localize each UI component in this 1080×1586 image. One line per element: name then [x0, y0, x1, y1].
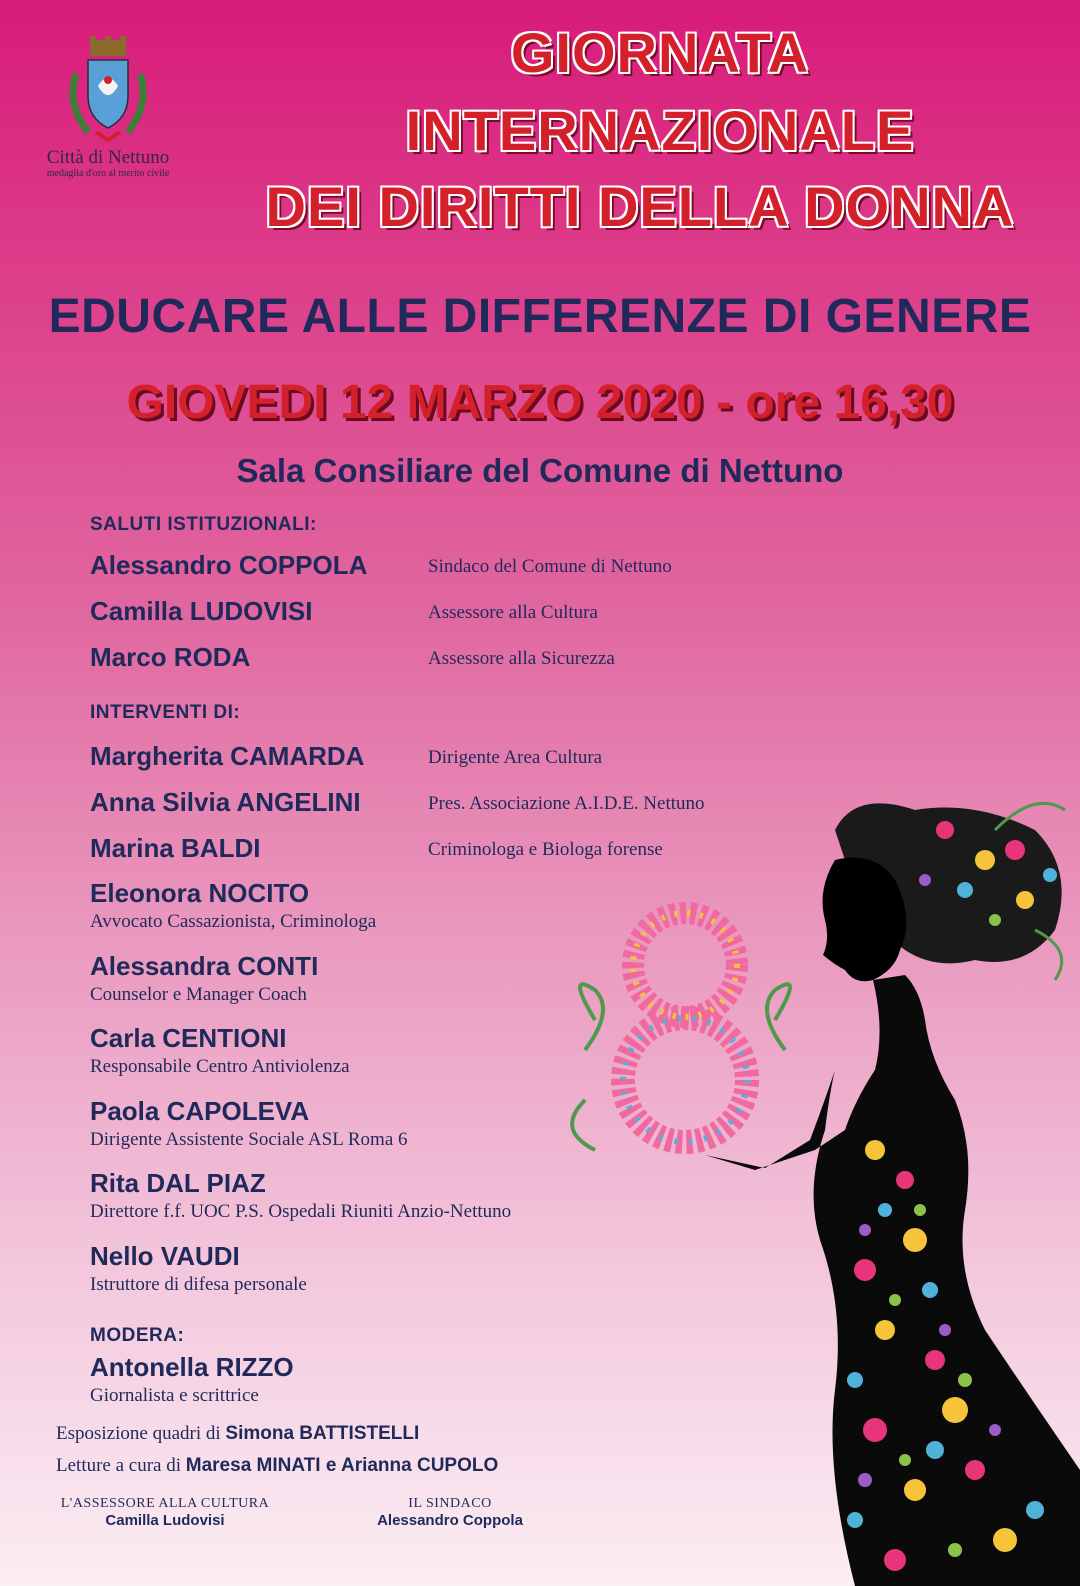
- speaker-name: Rita DAL PIAZ: [90, 1168, 266, 1198]
- speaker-name: Alessandro COPPOLA: [90, 550, 368, 580]
- speaker-name: Carla CENTIONI: [90, 1023, 287, 1053]
- readings-names: Maresa MINATI e Arianna CUPOLO: [185, 1455, 499, 1476]
- speaker-role: Criminologa e Biologa forense: [428, 839, 663, 860]
- woman-silhouette-illustration-icon: [555, 770, 1080, 1586]
- signature-title: IL SINDACO: [408, 1496, 492, 1511]
- speaker-name: Anna Silvia ANGELINI: [90, 787, 361, 817]
- signature-name: Alessandro Coppola: [377, 1512, 523, 1529]
- speaker-role: Assessore alla Sicurezza: [428, 648, 615, 669]
- speaker-role: Istruttore di difesa personale: [90, 1274, 307, 1295]
- city-logo: [28, 34, 188, 194]
- modera-label: MODERA:: [90, 1325, 185, 1346]
- woman-figure-icon: [705, 803, 1080, 1586]
- exhibit-line: [56, 1420, 419, 1448]
- speaker-role: Pres. Associazione A.I.D.E. Nettuno: [428, 793, 705, 814]
- speaker-name: Marina BALDI: [90, 833, 261, 863]
- speaker-name: Nello VAUDI: [90, 1241, 240, 1271]
- speaker-role: Avvocato Cassazionista, Criminologa: [90, 911, 377, 932]
- speaker-name: Alessandra CONTI: [90, 951, 319, 981]
- logo-city-subtitle: medaglia d'oro al merito civile: [46, 168, 170, 179]
- exhibit-artist: Simona BATTISTELLI: [225, 1423, 420, 1444]
- saluti-label: SALUTI ISTITUZIONALI:: [90, 514, 317, 535]
- event-subtitle: EDUCARE ALLE DIFFERENZE DI GENERE: [48, 290, 1032, 343]
- signature-title: L'ASSESSORE ALLA CULTURA: [60, 1496, 270, 1511]
- coat-of-arms-icon: [58, 34, 158, 144]
- speaker-role: Dirigente Area Cultura: [428, 747, 603, 768]
- signature-assessore: [40, 1496, 290, 1529]
- event-venue: Sala Consiliare del Comune di Nettuno: [236, 452, 844, 489]
- readings-line: [56, 1452, 498, 1480]
- floral-number-8-icon: [572, 913, 790, 1150]
- speaker-name: Eleonora NOCITO: [90, 878, 310, 908]
- moderator-name: Antonella RIZZO: [90, 1352, 294, 1382]
- speaker-role: Counselor e Manager Coach: [90, 984, 307, 1005]
- exhibit-prefix: Esposizione quadri di: [56, 1423, 221, 1444]
- signature-sindaco: [340, 1496, 560, 1529]
- title-line-2: INTERNAZIONALE: [405, 99, 915, 162]
- speaker-role: Sindaco del Comune di Nettuno: [428, 556, 672, 577]
- speaker-name: Marco RODA: [90, 642, 251, 672]
- moderator-role: Giornalista e scrittrice: [90, 1385, 259, 1406]
- speaker-role: Assessore alla Cultura: [428, 602, 598, 623]
- logo-city-name: Città di Nettuno: [46, 147, 170, 168]
- readings-prefix: Letture a cura di: [56, 1455, 182, 1476]
- speaker-role: Dirigente Assistente Sociale ASL Roma 6: [90, 1129, 408, 1150]
- interventi-label: INTERVENTI DI:: [90, 702, 241, 723]
- speaker-name: Paola CAPOLEVA: [90, 1096, 310, 1126]
- event-date-time: GIOVEDI 12 MARZO 2020 - ore 16,30: [126, 376, 954, 429]
- speaker-name: Margherita CAMARDA: [90, 741, 365, 771]
- signature-name: Camilla Ludovisi: [105, 1512, 225, 1529]
- speaker-name: Camilla LUDOVISI: [90, 596, 313, 626]
- speaker-role: Responsabile Centro Antiviolenza: [90, 1056, 350, 1077]
- title-line-3: DEI DIRITTI DELLA DONNA: [265, 175, 1015, 238]
- title-line-1: GIORNATA: [510, 21, 810, 84]
- speaker-role: Direttore f.f. UOC P.S. Ospedali Riuniti Anzio-Nettuno: [90, 1201, 512, 1222]
